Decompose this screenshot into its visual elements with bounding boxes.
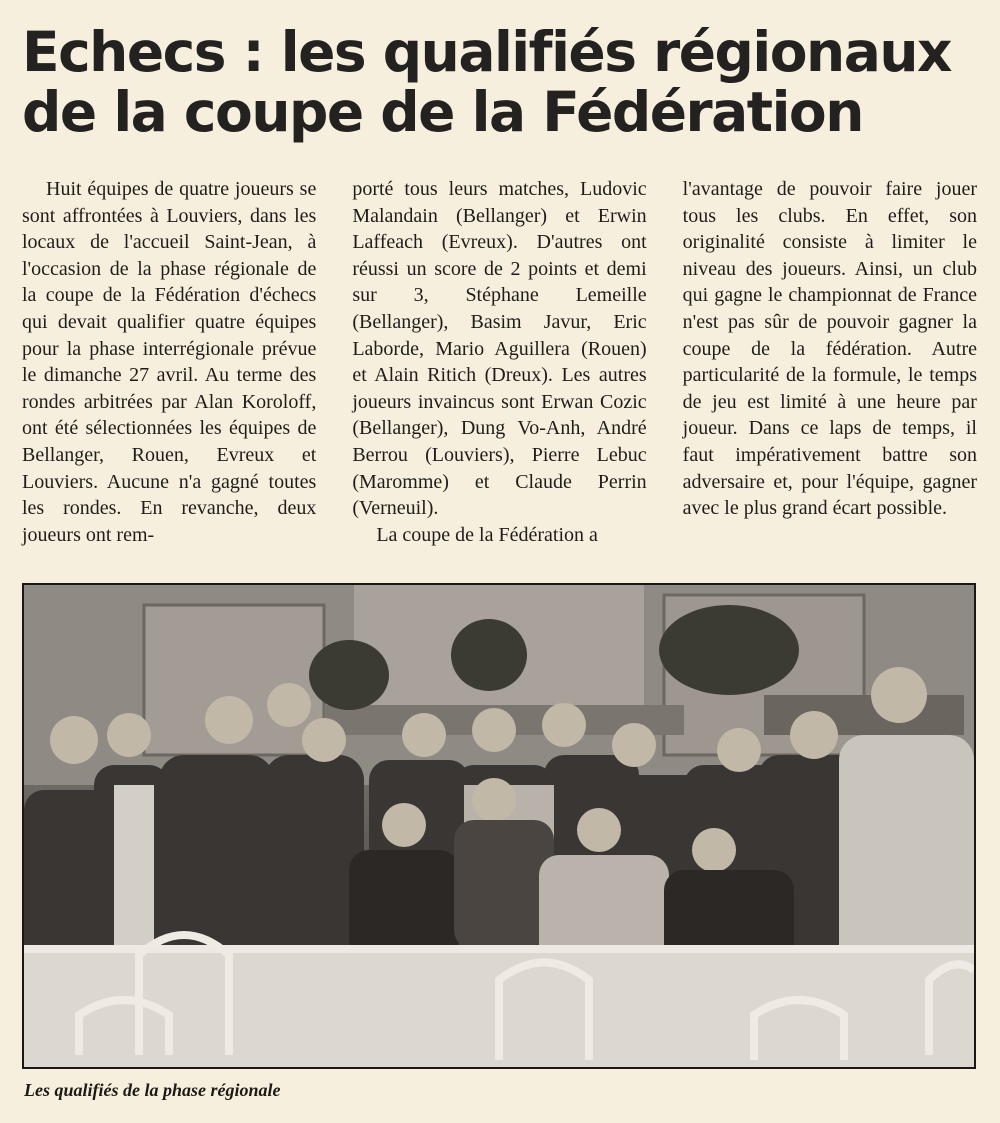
column-2	[352, 176, 646, 566]
paragraph: Huit équipes de quatre joueurs se sont affrontées à Louviers, dans les locaux de l'accueil Saint-Jean, à l'occasion de la phase régionale de la coupe de la Fédération d'échecs qui devait qualifier quatre équipes pour la phase interrégionale prévue le dimanche 27 avril. Au terme des rondes arbitrées par Alan Koroloff, ont été sélectionnées les équipes de Bellanger, Rouen, Evreux et Louviers. Aucune n'a gagné toutes les rondes. En revanche, deux joueurs ont rem-	[22, 178, 317, 546]
article-body	[22, 176, 977, 566]
group-photo	[22, 583, 976, 1069]
headline-line-1: Echecs : les qualifiés régionaux	[22, 20, 951, 84]
column-3	[683, 176, 977, 566]
paragraph: porté tous leurs matches, Ludovic Malandain (Bellanger) et Erwin Laffeach (Evreux). D'autres ont réussi un score de 2 points et demi sur 3, Stéphane Lemeille (Bellanger), Basim Javur, Eric Laborde, Mario Aguillera (Rouen) et Alain Ritich (Dreux). Les autres joueurs invaincus sont Erwan Cozic (Bellanger), Dung Vo-Anh, André Berrou (Louviers), Pierre Lebuc (Maromme) et Claude Perrin (Verneuil).	[352, 178, 647, 520]
paragraph: l'avantage de pouvoir faire jouer tous les clubs. En effet, son originalité consiste à limiter le niveau des joueurs. Ainsi, un club qui gagne le championnat de France n'est pas sûr de pouvoir gagner la coupe de la fédération. Autre particularité de la formule, le temps de jeu est limité à une heure par joueur. Dans ce laps de temps, il faut impérativement battre son adversaire et, pour l'équipe, gagner avec le plus grand écart possible.	[682, 178, 977, 520]
paragraph: La coupe de la Fédération a	[376, 523, 598, 546]
group-photo-illustration	[24, 585, 974, 1067]
headline-line-2: de la coupe de la Fédération	[22, 80, 863, 144]
article-headline	[22, 22, 982, 142]
photo-caption: Les qualifiés de la phase régionale	[24, 1080, 281, 1100]
column-1	[22, 176, 316, 566]
